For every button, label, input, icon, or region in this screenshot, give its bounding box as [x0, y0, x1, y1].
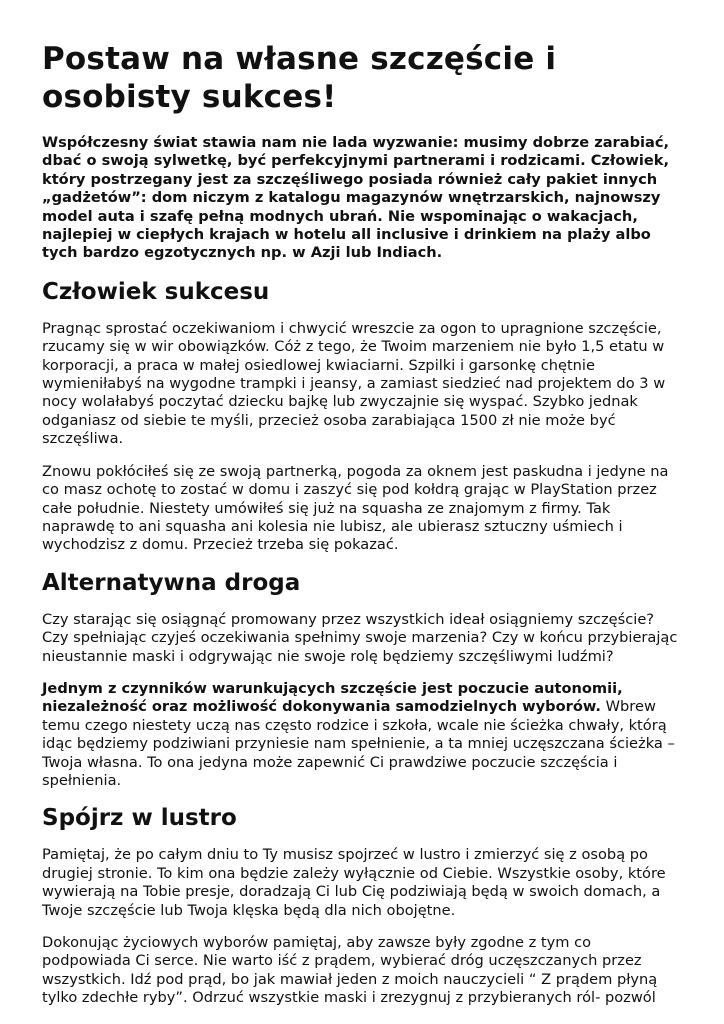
- bold-phrase: Jednym z czynników warunkujących szczęście jest poczucie autonomii, niezależność oraz możliwość dokonywania samodzielnych wyborów.: [42, 679, 623, 716]
- section-heading: Człowiek sukcesu: [42, 278, 270, 305]
- lead-paragraph: Współczesny świat stawia nam nie lada wyzwanie: musimy dobrze zarabiać, dbać o swoją sylwetkę, być perfekcyjnymi partnerami i rodzicami. Człowiek, który postrzegany jest za szczęśliwego posiada również cały pakiet innych „gadżetów”: dom niczym z katalogu magazynów wnętrzarskich, najnowszy model auta i szafę pełną modnych ubrań. Nie wspominając o wakacjach, najlepiej w ciepłych krajach w hotelu all inclusive i drinkiem na plaży albo tych bardzo egzotycznych np. w Azji lub Indiach.: [42, 134, 670, 262]
- paragraph-mixed: [42, 680, 682, 790]
- paragraph-rest: Wbrew temu czego niestety uczą nas często rodzice i szkoła, wcale nie ścieżka chwały, którą idąc będziemy podziwiani przyniesie nam spełnienie, a ta mniej uczęszczana ścieżka – Twoja własna. To ona jedyna może zapewnić Ci prawdziwe poczucie szczęścia i spełnienia.: [42, 698, 675, 789]
- paragraph: Znowu pokłóciłeś się ze swoją partnerką, pogoda za oknem jest paskudna i jedyne na co masz ochotę to zostać w domu i zaszyć się pod kołdrą grając w PlayStation przez całe południe. Niestety umówiłeś się już na squasha ze znajomym z firmy. Tak naprawdę to ani squasha ani kolesia nie lubisz, ale ubierasz sztuczny uśmiech i wychodzisz z domu. Przecież trzeba się pokazać.: [42, 462, 669, 554]
- section-czlowiek-sukcesu: [42, 278, 682, 555]
- section-heading: Alternatywna droga: [42, 569, 301, 596]
- section-heading: Spójrz w lustro: [42, 805, 237, 832]
- section-alternatywna-droga: [42, 569, 682, 791]
- paragraph: Dokonując życiowych wyborów pamiętaj, aby zawsze były zgodne z tym co podpowiada Ci serce. Nie warto iść z prądem, wybierać dróg uczęszczanych przez wszystkich. Idź pod prąd, bo jak mawiał jeden z moich nauczycieli “ Z prądem płyną tylko zdechłe ryby”. Odrzuć wszystkie maski i zrezygnuj z przybieranych ról- pozwól: [42, 934, 658, 1007]
- paragraph: Pamiętaj, że po całym dniu to Ty musisz spojrzeć w lustro i zmierzyć się z osobą po drugiej stronie. To kim ona będzie zależy wyłącznie od Ciebie. Wszystkie osoby, które wywierają na Tobie presje, doradzają Ci lub Cię podziwiają będą w swoich domach, a Twoje szczęście lub Twoja klęska będą dla nich obojętne.: [42, 846, 666, 919]
- paragraph: Czy starając się osiągnąć promowany przez wszystkich ideał osiągniemy szczęście? Czy spełniając czyjeś oczekiwania spełnimy swoje marzenia? Czy w końcu przybierając nieustannie maski i odgrywając nie swoje rolę będziemy szczęśliwymi ludźmi?: [42, 610, 678, 665]
- paragraph: Pragnąc sprostać oczekiwaniom i chwycić wreszcie za ogon to upragnione szczęście, rzucamy się w wir obowiązków. Cóż z tego, że Twoim marzeniem nie było 1,5 etatu w korporacji, a praca w małej osiedlowej kwiaciarni. Szpilki i garsonkę chętnie wymieniłabyś na wygodne trampki i jeansy, a zamiast siedzieć nad projektem do 3 w nocy wolałabyś poczytać dziecku bajkę lub zwyczajnie się wyspać. Szybko jednak odganiasz od siebie te myśli, przecież osoba zarabiająca 1500 zł nie może być szczęśliwa.: [42, 319, 666, 448]
- section-spojrz-w-lustro: [42, 804, 682, 1007]
- page-title: Postaw na własne szczęście i osobisty sukces!: [42, 41, 557, 115]
